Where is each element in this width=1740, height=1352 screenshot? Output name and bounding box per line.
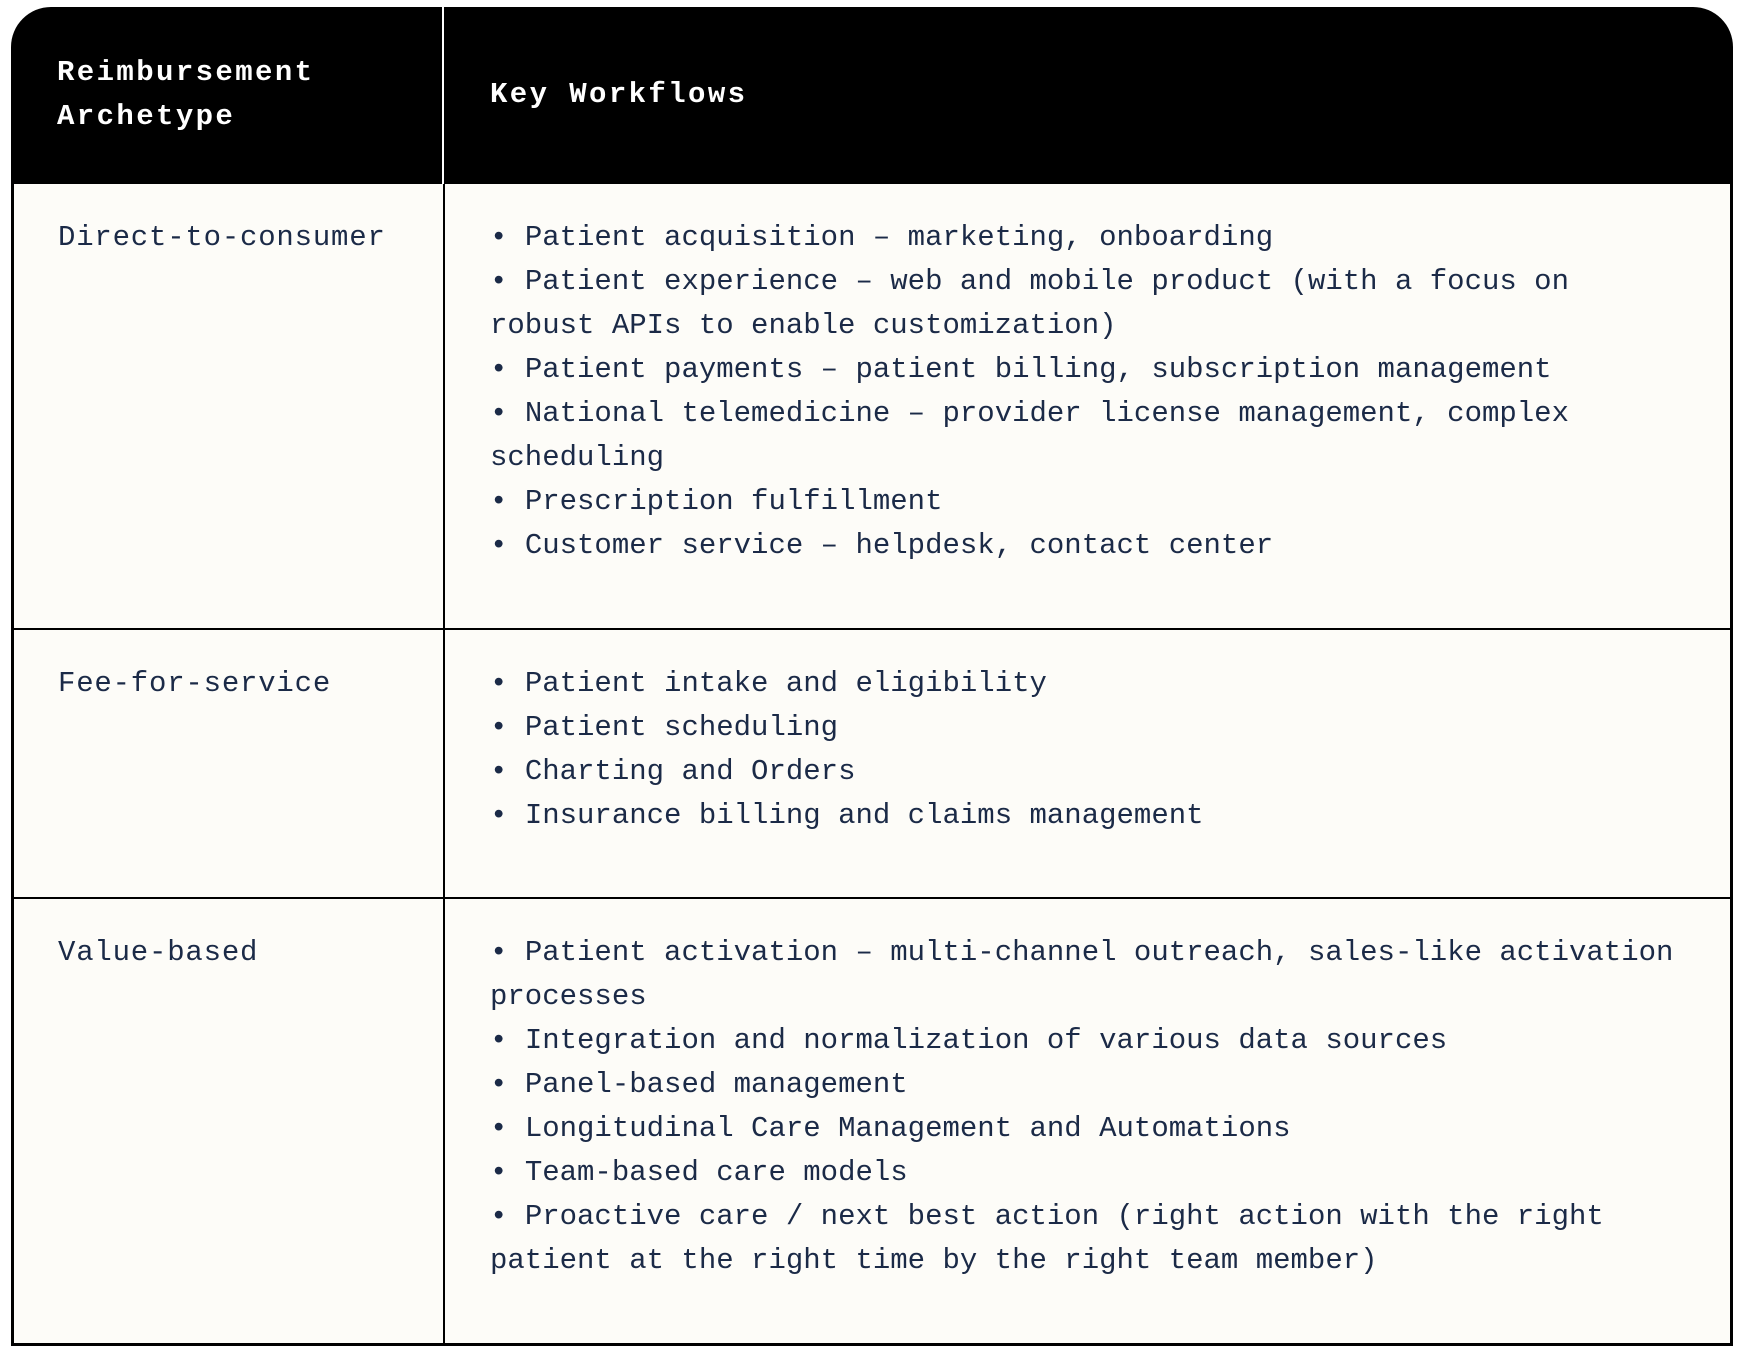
workflow-text: Charting and Orders: [524, 755, 856, 788]
workflow-item: [490, 931, 1690, 1019]
workflow-item: [490, 1107, 1690, 1151]
workflow-text: Proactive care / next best action (right action with the right patient at the right time by the right team member): [490, 1200, 1604, 1277]
workflow-item: [490, 1151, 1690, 1195]
workflow-text: Prescription fulfillment: [524, 485, 943, 518]
workflow-item: [490, 524, 1690, 568]
archetype-cell: Direct-to-consumer: [58, 221, 386, 254]
bullet-icon: •: [490, 221, 525, 254]
workflow-item: [490, 348, 1690, 392]
workflow-text: Insurance billing and claims management: [524, 799, 1204, 832]
workflows-list: [490, 931, 1690, 1283]
reimbursement-workflows-table: [11, 7, 1733, 1346]
workflow-text: Patient acquisition – marketing, onboarding: [524, 221, 1274, 254]
workflow-text: Longitudinal Care Management and Automations: [524, 1112, 1291, 1145]
workflow-item: [490, 750, 1690, 794]
table-header: [11, 7, 1733, 184]
bullet-icon: •: [490, 265, 525, 298]
bullet-icon: •: [490, 799, 525, 832]
workflow-text: Integration and normalization of various data sources: [524, 1024, 1448, 1057]
workflow-item: [490, 216, 1690, 260]
workflow-item: [490, 1063, 1690, 1107]
column-divider: [443, 899, 445, 1343]
workflow-item: [490, 392, 1690, 480]
workflow-text: Patient scheduling: [524, 711, 839, 744]
column-divider: [443, 184, 445, 628]
workflow-item: [490, 794, 1690, 838]
workflow-item: [490, 706, 1690, 750]
table-row-direct-to-consumer: [11, 184, 1733, 630]
header-column-divider: [442, 7, 444, 184]
workflow-text: Panel-based management: [524, 1068, 908, 1101]
bullet-icon: •: [490, 397, 525, 430]
bullet-icon: •: [490, 667, 525, 700]
bullet-icon: •: [490, 1156, 525, 1189]
header-archetype: Reimbursement Archetype: [57, 56, 335, 133]
table-row-value-based: [11, 899, 1733, 1346]
archetype-cell: Fee-for-service: [58, 667, 332, 700]
workflow-text: Patient intake and eligibility: [524, 667, 1047, 700]
workflow-text: Patient experience – web and mobile product (with a focus on robust APIs to enable customization): [490, 265, 1569, 342]
bullet-icon: •: [490, 1112, 525, 1145]
workflow-item: [490, 662, 1690, 706]
bullet-icon: •: [490, 1068, 525, 1101]
bullet-icon: •: [490, 529, 525, 562]
workflows-list: [490, 216, 1690, 568]
workflow-text: National telemedicine – provider license management, complex scheduling: [490, 397, 1569, 474]
bullet-icon: •: [490, 1024, 525, 1057]
workflow-text: Team-based care models: [524, 1156, 908, 1189]
workflow-item: [490, 1195, 1690, 1283]
workflow-text: Patient activation – multi-channel outreach, sales-like activation processes: [490, 936, 1674, 1013]
bullet-icon: •: [490, 936, 525, 969]
table-row-fee-for-service: [11, 630, 1733, 899]
workflow-item: [490, 480, 1690, 524]
bullet-icon: •: [490, 711, 525, 744]
bullet-icon: •: [490, 353, 525, 386]
workflow-item: [490, 260, 1690, 348]
bullet-icon: •: [490, 755, 525, 788]
bullet-icon: •: [490, 1200, 525, 1233]
workflow-item: [490, 1019, 1690, 1063]
workflow-text: Customer service – helpdesk, contact center: [524, 529, 1274, 562]
bullet-icon: •: [490, 485, 525, 518]
column-divider: [443, 630, 445, 897]
header-key-workflows: Key Workflows: [490, 78, 748, 111]
workflow-text: Patient payments – patient billing, subscription management: [524, 353, 1552, 386]
archetype-cell: Value-based: [58, 936, 259, 969]
workflows-list: [490, 662, 1690, 838]
